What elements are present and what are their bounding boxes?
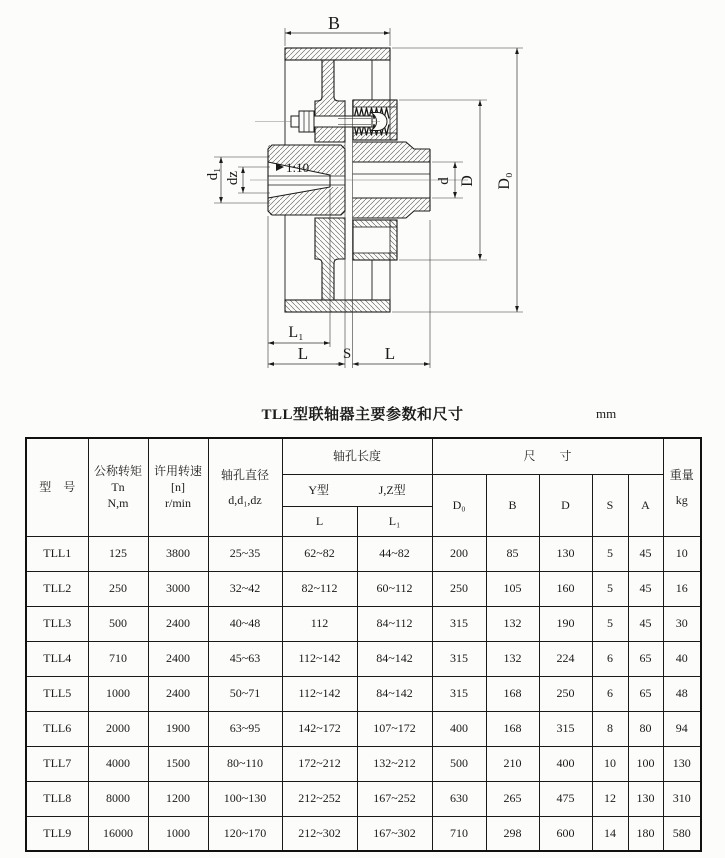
table-cell: 212~252: [282, 781, 357, 816]
torque-line1: 公称转矩: [93, 463, 142, 478]
table-cell: 40~48: [208, 606, 282, 641]
dim-label-d1: d₁: [205, 167, 221, 181]
table-cell: TLL9: [26, 816, 88, 851]
dim-label-d: d: [436, 177, 452, 185]
col-D0: D₀: [432, 474, 486, 536]
table-cell: 500: [432, 746, 486, 781]
gap-faces: [342, 100, 353, 368]
col-bore-dia: [208, 438, 282, 536]
table-cell: 3800: [148, 536, 208, 571]
table-cell: 85: [486, 536, 539, 571]
table-cell: 80: [628, 711, 663, 746]
coupling-section-drawing: [0, 0, 725, 398]
table-cell: 25~35: [208, 536, 282, 571]
col-S: S: [592, 474, 628, 536]
table-cell: 400: [432, 711, 486, 746]
table-row: [26, 606, 701, 641]
table-cell: 315: [432, 676, 486, 711]
table-cell: TLL1: [26, 536, 88, 571]
table-cell: TLL5: [26, 676, 88, 711]
table-cell: 132: [486, 606, 539, 641]
table-cell: 14: [592, 816, 628, 851]
table-cell: 107~172: [357, 711, 432, 746]
col-bore-length: 轴孔长度: [282, 438, 432, 474]
dim-label-L1: L₁: [288, 324, 304, 341]
table-cell: 2000: [88, 711, 148, 746]
table-cell: 167~302: [357, 816, 432, 851]
col-D: D: [539, 474, 592, 536]
table-cell: 250: [539, 676, 592, 711]
dim-label-dz: dz: [225, 170, 241, 186]
bore-dia-line2: d,d₁,dz: [228, 492, 262, 507]
table-cell: 315: [539, 711, 592, 746]
table-cell: 10: [592, 746, 628, 781]
table-cell: 84~142: [357, 641, 432, 676]
dim-label-B: B: [327, 13, 341, 33]
table-cell: 168: [486, 711, 539, 746]
table-cell: 130: [628, 781, 663, 816]
table-cell: 250: [88, 571, 148, 606]
table-cell: 112~142: [282, 676, 357, 711]
col-bore-types: [282, 474, 432, 506]
table-cell: 142~172: [282, 711, 357, 746]
table-cell: 224: [539, 641, 592, 676]
table-cell: 82~112: [282, 571, 357, 606]
table-cell: 48: [663, 676, 701, 711]
table-cell: 100: [628, 746, 663, 781]
table-cell: 4000: [88, 746, 148, 781]
table-cell: 10: [663, 536, 701, 571]
table-cell: 315: [432, 606, 486, 641]
table-cell: 5: [592, 606, 628, 641]
table-cell: 2400: [148, 606, 208, 641]
table-title: TLL型联轴器主要参数和尺寸: [261, 407, 464, 423]
dim-label-D0: D₀: [496, 172, 513, 190]
col-L1: L₁: [357, 506, 432, 536]
table-cell: 45: [628, 536, 663, 571]
table-cell: 310: [663, 781, 701, 816]
table-row: [26, 711, 701, 746]
col-B: B: [486, 474, 539, 536]
table-row: [26, 816, 701, 851]
table-cell: 1000: [88, 676, 148, 711]
table-cell: 125: [88, 536, 148, 571]
table-cell: 132: [486, 641, 539, 676]
table-cell: 120~170: [208, 816, 282, 851]
table-cell: 112~142: [282, 641, 357, 676]
bore-dia-line1: 轴孔直径: [220, 467, 269, 482]
table-cell: TLL4: [26, 641, 88, 676]
table-cell: 210: [486, 746, 539, 781]
unit-label: mm: [596, 406, 617, 421]
col-size-group: 尺 寸: [432, 438, 663, 474]
dim-label-D: D: [459, 175, 476, 187]
table-cell: 315: [432, 641, 486, 676]
table-cell: 1000: [148, 816, 208, 851]
table-cell: 298: [486, 816, 539, 851]
table-cell: 190: [539, 606, 592, 641]
table-cell: 84~142: [357, 676, 432, 711]
spec-table: [25, 437, 702, 852]
col-model: 型 号: [26, 438, 88, 536]
col-A: A: [628, 474, 663, 536]
col-speed: [148, 438, 208, 536]
table-cell: 160: [539, 571, 592, 606]
table-row: [26, 746, 701, 781]
table-cell: 1900: [148, 711, 208, 746]
table-cell: 1500: [148, 746, 208, 781]
table-cell: TLL7: [26, 746, 88, 781]
torque-line3: N,m: [107, 496, 129, 511]
table-cell: 130: [663, 746, 701, 781]
col-torque: [88, 438, 148, 536]
table-row: [26, 641, 701, 676]
table-cell: 172~212: [282, 746, 357, 781]
weight-line1: 重量: [669, 467, 694, 482]
dim-label-L-right: L: [384, 344, 396, 363]
table-cell: 6: [592, 676, 628, 711]
table-cell: 60~112: [357, 571, 432, 606]
table-cell: 45: [628, 606, 663, 641]
table-cell: 6: [592, 641, 628, 676]
table-row: [26, 781, 701, 816]
jz-type-label: J,Z型: [378, 482, 406, 497]
table-cell: 3000: [148, 571, 208, 606]
table-cell: 580: [663, 816, 701, 851]
table-cell: 475: [539, 781, 592, 816]
table-cell: 65: [628, 676, 663, 711]
table-cell: 84~112: [357, 606, 432, 641]
table-cell: 94: [663, 711, 701, 746]
table-title-row: [0, 403, 725, 424]
table-cell: 50~71: [208, 676, 282, 711]
table-cell: 80~110: [208, 746, 282, 781]
table-cell: 44~82: [357, 536, 432, 571]
speed-line2: [n]: [171, 480, 185, 495]
table-cell: 8000: [88, 781, 148, 816]
table-cell: 500: [88, 606, 148, 641]
table-cell: 32~42: [208, 571, 282, 606]
table-cell: 62~82: [282, 536, 357, 571]
table-cell: TLL8: [26, 781, 88, 816]
table-cell: 130: [539, 536, 592, 571]
y-type-label: Y型: [308, 482, 329, 497]
table-cell: 400: [539, 746, 592, 781]
table-cell: 250: [432, 571, 486, 606]
table-cell: 105: [486, 571, 539, 606]
table-cell: 265: [486, 781, 539, 816]
table-cell: 2400: [148, 676, 208, 711]
dim-label-L-left: L: [297, 344, 309, 363]
torque-line2: Tn: [111, 480, 125, 495]
table-row: [26, 571, 701, 606]
table-cell: TLL3: [26, 606, 88, 641]
table-cell: 5: [592, 571, 628, 606]
table-cell: 212~302: [282, 816, 357, 851]
speed-line1: 许用转速: [153, 463, 202, 478]
table-cell: 5: [592, 536, 628, 571]
table-cell: 132~212: [357, 746, 432, 781]
table-row: [26, 536, 701, 571]
table-cell: 710: [88, 641, 148, 676]
table-cell: 65: [628, 641, 663, 676]
table-cell: 12: [592, 781, 628, 816]
dim-label-S: S: [342, 346, 352, 362]
taper-label: 1:10: [286, 160, 310, 175]
table-cell: 45: [628, 571, 663, 606]
table-cell: 168: [486, 676, 539, 711]
table-cell: 180: [628, 816, 663, 851]
table-cell: 16000: [88, 816, 148, 851]
table-cell: 200: [432, 536, 486, 571]
weight-line2: kg: [675, 492, 688, 507]
table-cell: 63~95: [208, 711, 282, 746]
col-L: L: [282, 506, 357, 536]
table-cell: TLL2: [26, 571, 88, 606]
table-row: [26, 676, 701, 711]
table-cell: 600: [539, 816, 592, 851]
table-cell: 2400: [148, 641, 208, 676]
table-cell: 30: [663, 606, 701, 641]
table-cell: 1200: [148, 781, 208, 816]
table-cell: 710: [432, 816, 486, 851]
table-cell: 100~130: [208, 781, 282, 816]
table-cell: 630: [432, 781, 486, 816]
table-cell: 45~63: [208, 641, 282, 676]
table-cell: 112: [282, 606, 357, 641]
table-cell: 40: [663, 641, 701, 676]
table-cell: 8: [592, 711, 628, 746]
table-cell: 167~252: [357, 781, 432, 816]
speed-line3: r/min: [165, 496, 191, 511]
table-cell: 16: [663, 571, 701, 606]
col-weight: [663, 438, 701, 536]
table-cell: TLL6: [26, 711, 88, 746]
